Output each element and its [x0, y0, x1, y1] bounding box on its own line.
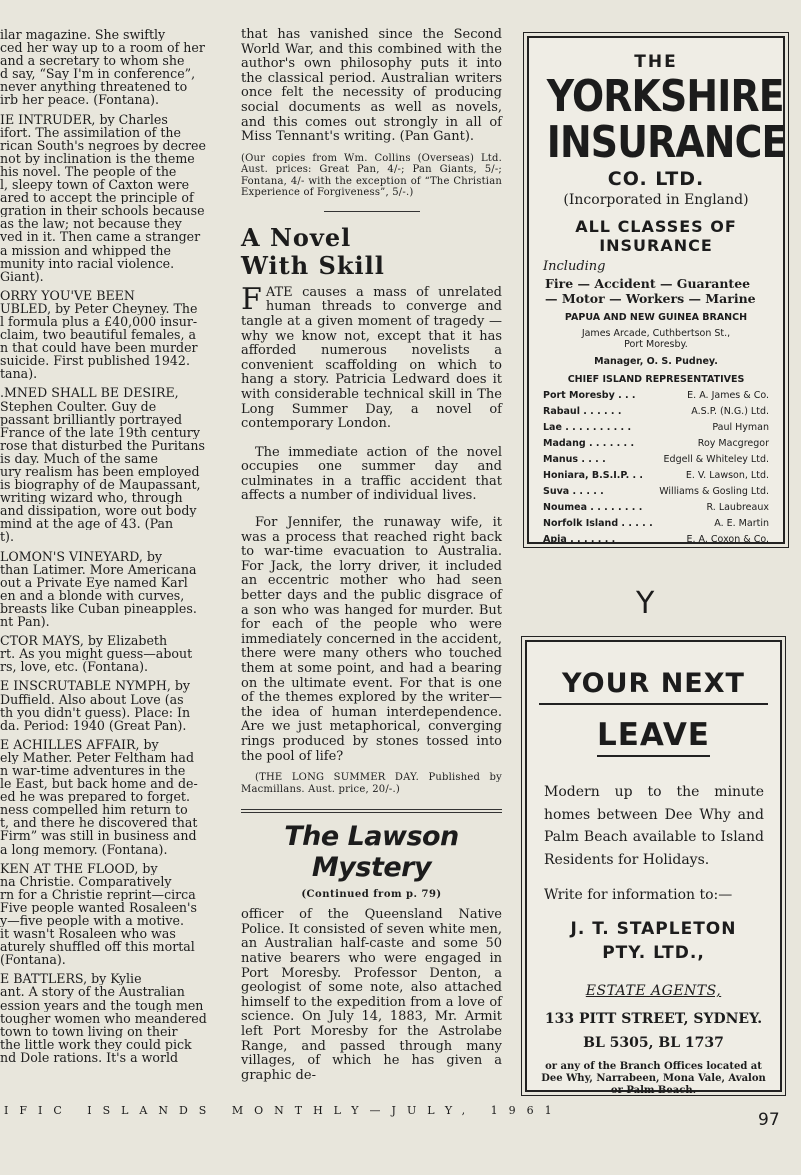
review-line: ant. A story of the Australian: [0, 985, 185, 999]
rep-row: [543, 468, 769, 484]
review-line: a mission and whipped the: [0, 243, 171, 257]
ad-reps-list: [529, 388, 783, 548]
review-line: ORRY YOU'VE BEEN: [0, 288, 135, 302]
ad2-agents: ESTATE AGENTS,: [585, 983, 722, 999]
review-line: E BATTLERS, by Kylie: [0, 972, 142, 986]
rep-row: [543, 532, 769, 548]
ad2-company-2: PTY. LTD.,: [602, 943, 705, 963]
review-line: n war-time adventures in the: [0, 763, 186, 778]
review-line: breasts like Cuban pineapples.: [0, 601, 197, 616]
review-line: na Christie. Comparatively: [0, 874, 172, 888]
review-line: is biography of de Maupassant,: [0, 478, 201, 492]
rep-row: [543, 484, 769, 500]
intro-caption: (Our copies from Wm. Collins (Overseas) Ltd. Aust. prices: Great Pan, 4/-; Pan Giants, 5/-; Fontana, 4/- with the exception of “The Christian Experience of Forgiveness”, 5/-.): [241, 152, 502, 199]
ad-classes-2: INSURANCE: [599, 236, 713, 255]
rep-place: Apia . . . . . . .: [543, 534, 616, 545]
review-line: tana).: [0, 367, 38, 381]
stapleton-ad: [525, 640, 782, 1096]
ad-including: Including: [543, 259, 606, 274]
review-line: UBLED, by Peter Cheyney. The: [0, 301, 198, 315]
review-line: writing wizard who, through: [0, 491, 183, 505]
review-line: rs, love, etc. (Fontana).: [0, 660, 149, 674]
divider: [324, 211, 420, 212]
lawson-paragraph: officer of the Queensland Native Police. It consisted of seven white men, an Australian half-caste and some 50 native bearers who were engaged in Port Moresby. Professor Denton, a geologist of some note, also attached himself to the expedition from a love of science. On July 14, 1883, Mr. Armit left Port Moresby for the Astrolabe Range, and passed through many villages, of which he has given a graphic de-: [241, 907, 502, 1083]
review-line: Firm” was still in business and: [0, 829, 197, 843]
rep-place: Port Moresby . . .: [543, 390, 636, 401]
review-line: suicide. First published 1942.: [0, 354, 190, 368]
ad-classes-1: ALL CLASSES OF: [575, 217, 737, 236]
ad-address-1: James Arcade, Cuthbertson St.,: [581, 328, 731, 339]
ad2-street: 133 PITT STREET, SYDNEY.: [544, 1011, 763, 1027]
review-line: aturely shuffled off this mortal: [0, 940, 195, 954]
rep-row: [543, 436, 769, 452]
rep-agent: Roy Macgregor: [697, 438, 769, 449]
review-headline: [241, 224, 502, 280]
rep-agent: A.S.P. (N.G.) Ltd.: [691, 406, 769, 417]
review-line: CTOR MAYS, by Elizabeth: [0, 634, 168, 648]
ad-the: THE: [634, 52, 678, 72]
rep-row: [543, 404, 769, 420]
review-line: and a secretary to whom she: [0, 54, 185, 68]
review-line: mind at the age of 43. (Pan: [0, 517, 174, 531]
rep-place: Manus . . . .: [543, 454, 606, 465]
review-line: Duffield. Also about Love (as: [0, 692, 184, 706]
review-line: KEN AT THE FLOOD, by: [0, 861, 158, 875]
review-line: town to town living on their: [0, 1024, 178, 1038]
review-line: it wasn't Rosaleen who was: [0, 927, 176, 941]
review-line: l formula plus a £40,000 insur-: [0, 314, 198, 329]
review-caption: (THE LONG SUMMER DAY. Published by Macmillans. Aust. price, 20/-.): [241, 772, 502, 795]
rep-agent: E. V. Lawson, Ltd.: [685, 470, 769, 481]
double-rule: [241, 809, 502, 813]
rep-place: Lae . . . . . . . . . .: [543, 422, 632, 433]
review-line: .MNED SHALL BE DESIRE,: [0, 386, 179, 400]
review-list: [0, 28, 226, 1064]
review-line: France of the late 19th century: [0, 425, 200, 439]
review-line: y—five people with a motive.: [0, 914, 184, 928]
review-line: Stephen Coulter. Guy de: [0, 399, 157, 413]
review-column-left: [0, 28, 226, 1072]
review-line: t, and there he discovered that: [0, 816, 198, 830]
ad2-rule: [539, 703, 768, 705]
ad2-write: Write for information to:—: [544, 887, 733, 903]
rep-agent: E. A. James & Co.: [687, 390, 769, 401]
rep-agent: A. E. Martin: [714, 518, 769, 529]
drop-cap: F: [241, 281, 262, 317]
review-line: E ACHILLES AFFAIR, by: [0, 737, 159, 751]
review-paragraph-3: For Jennifer, the runaway wife, it was a process that reached right back to war-time evacuation to Australia. For Jack, the lorry driver, it included an eccentric mother who had seen better days and the public disgrace of a son who was hanged for murder. But for each of the people who were immediately concerned in the accident, there were many others who touched them at some point, and had a bearing on the ultimate event. For that is one of the themes explored by the writer—the idea of human interdependence. Are we just metaphorical, converging rings produced by stones tossed into the pool of life?: [241, 515, 502, 764]
rep-place: Madang . . . . . . .: [543, 438, 635, 449]
review-line: never anything threatened to: [0, 80, 188, 94]
headline-line-1: A Novel: [241, 222, 352, 252]
lawson-title: The Lawson Mystery: [284, 821, 459, 884]
review-column-middle: [241, 28, 502, 1083]
ad-reps-title: CHIEF ISLAND REPRESENTATIVES: [567, 374, 745, 385]
review-line: da. Period: 1940 (Great Pan).: [0, 718, 187, 732]
page-number: 97: [758, 1110, 780, 1130]
ad2-rule-2: [597, 755, 710, 757]
review-line: tougher women who meandered: [0, 1011, 207, 1025]
review-line: l, sleepy town of Caxton were: [0, 178, 190, 192]
rep-agent: Edgell & Whiteley Ltd.: [663, 454, 769, 465]
ad2-title-2: LEAVE: [597, 717, 710, 753]
rep-row: [543, 500, 769, 516]
review-line: claim, two beautiful females, a: [0, 328, 197, 342]
page-footer: IFIC ISLANDS MONTHLY—JULY, 1961: [4, 1104, 563, 1117]
ornament-glyph: Y: [636, 586, 655, 621]
rep-agent: Williams & Gosling Ltd.: [659, 486, 769, 497]
review-line: ilar magazine. She swiftly: [0, 28, 166, 42]
rep-place: Norfolk Island . . . . .: [543, 518, 653, 529]
review-line: ness compelled him return to: [0, 803, 188, 817]
review-line: nd Dole rations. It's a world: [0, 1050, 179, 1065]
review-line: passant brilliantly portrayed: [0, 412, 183, 426]
review-line: E INSCRUTABLE NYMPH, by: [0, 679, 191, 693]
review-line: a long memory. (Fontana).: [0, 842, 168, 856]
review-line: gration in their schools because: [0, 204, 205, 218]
ad-name-1: YORKSHIRE: [546, 71, 784, 122]
ad2-phone: BL 5305, BL 1737: [583, 1035, 724, 1051]
rep-agent: E. A. Coxon & Co.: [686, 534, 769, 545]
review-line: and dissipation, wore out body: [0, 504, 197, 518]
rep-agent: Paul Hyman: [712, 422, 769, 433]
review-line: d say, “Say I'm in conference”,: [0, 67, 196, 81]
continued-note: (Continued from p. 79): [301, 889, 442, 901]
review-line: en and a blonde with curves,: [0, 588, 185, 602]
review-line: ed he was prepared to forget.: [0, 790, 190, 804]
review-line: th you didn't guess). Place: In: [0, 705, 191, 719]
review-line: rican South's negroes by decree: [0, 138, 206, 152]
review-line: Giant).: [0, 269, 44, 283]
review-line: rn for a Christie reprint—circa: [0, 887, 196, 901]
review-line: irb her peace. (Fontana).: [0, 93, 159, 107]
review-line: ifort. The assimilation of the: [0, 125, 181, 139]
ad-manager: Manager, O. S. Pudney.: [594, 356, 718, 367]
review-paragraph-1: [241, 281, 502, 432]
review-line: ession years and the tough men: [0, 998, 204, 1012]
ad-lines-1: Fire — Accident — Guarantee: [545, 276, 751, 291]
ad2-body: Modern up to the minute homes between Dee Why and Palm Beach available to Island Residents for Holidays.: [544, 784, 764, 868]
review-line: le East, but back home and de-: [0, 777, 198, 791]
review-line: Five people wanted Rosaleen's: [0, 900, 197, 914]
headline-line-2: With Skill: [241, 250, 385, 280]
review-line: ely Mather. Peter Feltham had: [0, 750, 195, 764]
review-line: (Fontana).: [0, 953, 66, 967]
review-paragraph-1-text: ATE causes a mass of unrelated human threads to converge and tangle at a given moment of tragedy —why we know not, except that it has afforded numerous novelists a convenient scaffolding on which to hang a story. Patricia Ledward does it with considerable technical skill in The Long Summer Day, a novel of contemporary London.: [241, 284, 502, 432]
review-line: as the law; not because they: [0, 217, 182, 231]
rep-row: [543, 516, 769, 532]
review-line: rose that disturbed the Puritans: [0, 438, 205, 452]
review-line: is day. Much of the same: [0, 451, 158, 465]
ad-address-2: Port Moresby.: [624, 339, 688, 350]
review-line: ury realism has been employed: [0, 465, 200, 479]
review-line: out a Private Eye named Karl: [0, 575, 188, 589]
ad-lines-2: — Motor — Workers — Marine: [545, 291, 756, 306]
review-line: the little work they could pick: [0, 1037, 192, 1051]
review-line: ced her way up to a room of her: [0, 41, 205, 55]
rep-row: [543, 420, 769, 436]
ad2-company-1: J. T. STAPLETON: [570, 919, 737, 939]
review-line: not by inclination is the theme: [0, 151, 195, 165]
review-line: LOMON'S VINEYARD, by: [0, 549, 163, 563]
rep-place: Suva . . . . .: [543, 486, 604, 497]
review-line: ared to accept the principle of: [0, 191, 194, 205]
review-paragraph-2: The immediate action of the novel occupies one summer day and culminates in a traffic accident that affects a number of individual lives.: [241, 444, 502, 504]
review-line: n that could have been murder: [0, 341, 198, 355]
rep-row: [543, 452, 769, 468]
review-line: IE INTRUDER, by Charles: [0, 112, 168, 126]
rep-place: Noumea . . . . . . . .: [543, 502, 643, 513]
review-line: rt. As you might guess—about: [0, 647, 193, 661]
review-line: his novel. The people of the: [0, 164, 177, 179]
ad-incorporated: (Incorporated in England): [563, 192, 749, 208]
rep-agent: R. Laubreaux: [706, 502, 769, 513]
yorkshire-insurance-ad: [527, 36, 785, 544]
rep-place: Rabaul . . . . . .: [543, 406, 622, 417]
review-line: ved in it. Then came a stranger: [0, 230, 201, 244]
review-line: nt Pan).: [0, 615, 50, 629]
rep-place: Honiara, B.S.I.P. . .: [543, 470, 644, 481]
ad2-title-1: YOUR NEXT: [562, 668, 745, 699]
rep-row: [543, 388, 769, 404]
intro-paragraph: that has vanished since the Second World War, and this combined with the author's own philosophy puts it into the classical period. Australian writers once felt the necessity of producing social documents as well as novels, and this comes out strongly in all of Miss Tennant's writing. (Pan Gant).: [241, 27, 502, 145]
ad-name-2: INSURANCE: [546, 117, 787, 168]
ad-branch: PAPUA AND NEW GUINEA BRANCH: [564, 312, 748, 323]
review-line: than Latimer. More Americana: [0, 562, 197, 576]
ad2-branches: or any of the Branch Offices located at Dee Why, Narrabeen, Mona Vale, Avalon or Palm Beach.: [541, 1061, 766, 1096]
review-line: t).: [0, 530, 14, 544]
ad-co: CO. LTD.: [607, 168, 705, 190]
review-line: munity into racial violence.: [0, 256, 175, 270]
